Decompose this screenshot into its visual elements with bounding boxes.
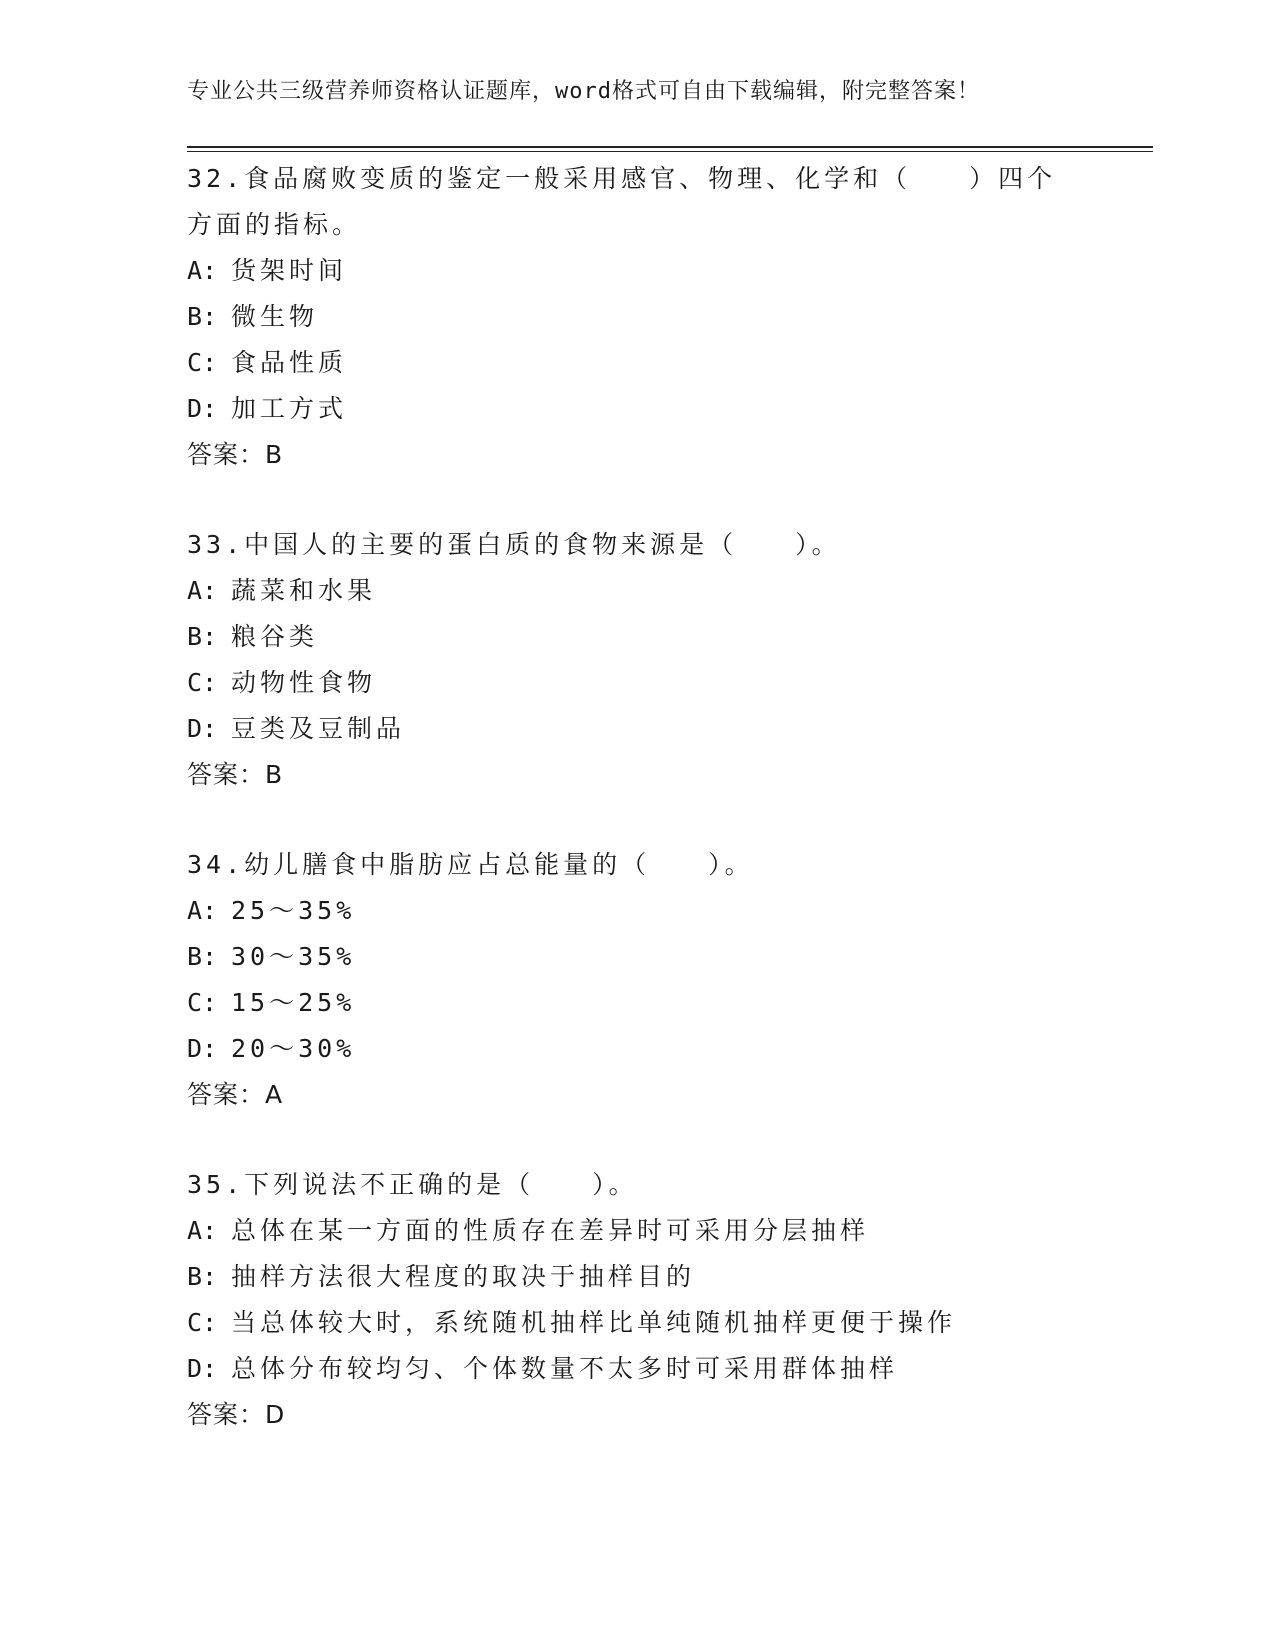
option-b (187, 294, 1087, 340)
option-letter: D: (187, 1034, 218, 1063)
option-letter: C: (187, 668, 218, 697)
answer: 答案：B (187, 440, 284, 469)
answer: 答案：B (187, 760, 284, 789)
option-a (187, 1208, 1087, 1254)
option-letter: D: (187, 1354, 218, 1383)
option-text: 动物性食物 (231, 668, 377, 697)
page-header: 专业公共三级营养师资格认证题库，word格式可自由下载编辑，附完整答案！ (187, 79, 980, 104)
question-35 (187, 1162, 1087, 1438)
option-text: 30～35% (231, 942, 356, 971)
option-text: 食品性质 (231, 348, 348, 377)
option-letter: B: (187, 302, 218, 331)
question-32 (187, 156, 1087, 478)
option-letter: B: (187, 622, 218, 651)
header-rule-thin (187, 151, 1153, 152)
option-text: 20～30% (231, 1034, 356, 1063)
option-text: 加工方式 (231, 394, 348, 423)
option-a (187, 888, 1087, 934)
option-text: 抽样方法很大程度的取决于抽样目的 (231, 1262, 696, 1291)
option-b (187, 614, 1087, 660)
option-text: 总体分布较均匀、个体数量不太多时可采用群体抽样 (231, 1354, 899, 1383)
option-b (187, 934, 1087, 980)
option-letter: A: (187, 256, 218, 285)
option-letter: A: (187, 1216, 218, 1245)
option-text: 15～25% (231, 988, 356, 1017)
option-letter: A: (187, 896, 218, 925)
question-list (187, 156, 1087, 1482)
option-d (187, 386, 1087, 432)
option-letter: D: (187, 394, 218, 423)
option-d (187, 1026, 1087, 1072)
option-d (187, 1346, 1087, 1392)
option-letter: C: (187, 1308, 218, 1337)
option-c (187, 1300, 1087, 1346)
question-34 (187, 842, 1087, 1118)
option-c (187, 980, 1087, 1026)
option-d (187, 706, 1087, 752)
option-b (187, 1254, 1087, 1300)
question-stem: 35.下列说法不正确的是（ ）。 (187, 1170, 638, 1199)
option-letter: A: (187, 576, 218, 605)
question-33 (187, 522, 1087, 798)
question-stem: 32.食品腐败变质的鉴定一般采用感官、物理、化学和（ ）四个方面的指标。 (187, 164, 1057, 239)
option-text: 微生物 (231, 302, 319, 331)
option-a (187, 248, 1087, 294)
header-rule-thick (187, 146, 1153, 148)
option-text: 当总体较大时，系统随机抽样比单纯随机抽样更便于操作 (231, 1308, 957, 1337)
option-text: 豆类及豆制品 (231, 714, 406, 743)
option-text: 粮谷类 (231, 622, 319, 651)
answer: 答案：A (187, 1080, 284, 1109)
answer: 答案：D (187, 1400, 286, 1429)
option-letter: B: (187, 942, 218, 971)
option-letter: B: (187, 1262, 218, 1291)
option-a (187, 568, 1087, 614)
option-text: 25～35% (231, 896, 356, 925)
option-c (187, 660, 1087, 706)
option-letter: C: (187, 348, 218, 377)
question-stem: 34.幼儿膳食中脂肪应占总能量的（ ）。 (187, 850, 754, 879)
question-stem: 33.中国人的主要的蛋白质的食物来源是（ ）。 (187, 530, 841, 559)
option-text: 货架时间 (231, 256, 348, 285)
option-letter: C: (187, 988, 218, 1017)
option-letter: D: (187, 714, 218, 743)
option-c (187, 340, 1087, 386)
option-text: 总体在某一方面的性质存在差异时可采用分层抽样 (231, 1216, 870, 1245)
option-text: 蔬菜和水果 (231, 576, 377, 605)
